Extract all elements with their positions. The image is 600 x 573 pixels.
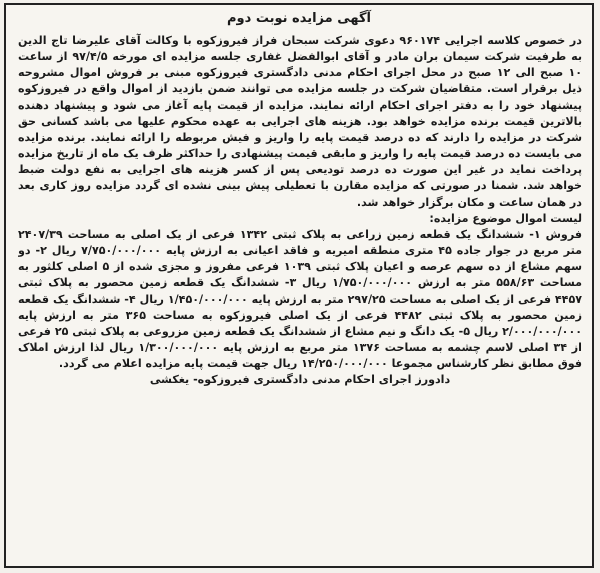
items-list: فروش ۱- ششدانگ یک قطعه زمین زراعی به پلاک ثبتی ۱۳۴۲ فرعی از یک اصلی به مساحت ۲۴۰۷/۳۹ متر مربع در جوار جاده ۴۵ متری منطقه امیریه و فاقد اعیانی به ارزش پایه ۷/۷۵۰/۰۰۰/۰۰۰ ریال ۲- دو سهم مشاع از ده سهم عرصه و اعیان پلاک ثبتی ۱۰۳۹ فرعی مفروز و مجزی شده از ۵ اصلی کلثور به مساحت ۵۵۸/۶۳ متر به ارزش ۱/۷۵۰/۰۰۰/۰۰۰ ریال ۳- ششدانگ یک قطعه زمین محصور به پلاک ثبتی ۴۴۵۷ فرعی از یک اصلی به مساحت ۲۹۷/۲۵ متر به ارزش پایه ۱/۴۵۰/۰۰۰/۰۰۰ ریال ۴- ششدانگ یک قطعه زمین محصور به پلاک ثبتی ۴۴۸۲ فرعی از یک اصلی فیروزکوه به مساحت ۳۶۵ متر به ارزش پایه ۲/۰۰۰/۰۰۰/۰۰۰ ریال ۵- یک دانگ و نیم مشاع از ششدانگ یک قطعه زمین مزروعی به پلاک ثبتی ۲۵ فرعی از ۳۴ اصلی لاسم چشمه به مساحت ۱۳۷۶ متر مربع به ارزش پایه ۱/۳۰۰/۰۰۰/۰۰۰ ریال لذا ارزش املاک فوق مطابق نظر کارشناس مجموعا ۱۴/۲۵۰/۰۰۰/۰۰۰ ریال جهت قیمت پایه مزایده اعلام می گردد.: [18, 227, 582, 371]
notice-frame: [4, 3, 594, 568]
notice-intro: در خصوص کلاسه اجرایی ۹۶۰۱۷۴ دعوی شرکت سبحان فراز فیروزکوه با وکالت آقای علیرضا تاج الدین به طرفیت شرکت سیمان بران مادر و آقای ابوالفضل غفاری جلسه مزایده ای مورخه ۹۷/۴/۵ از ساعت ۱۰ صبح الی ۱۲ صبح در محل اجرای احکام مدنی دادگستری فیروزکوه مبنی بر فروش اموال مشروحه ذیل برقرار است. متقاضیان شرکت در جلسه مزایده می توانند ضمن بازدید از اموال واقع در فیروزکوه پیشنهاد خود را به دفتر اجرای احکام ارائه نمایند. مزایده از قیمت پایه آغاز می شود و پیشنهاد دهنده بالاترین قیمت برنده مزایده خواهد بود. هزینه های اجرایی به عهده محکوم علیها می باشد کسانی حق شرکت در مزایده را دارند که ده درصد قیمت پایه را واریز و فیش مربوطه را ارائه نمایند. برنده مزایده می بایست ده درصد قیمت پایه را واریز و مابقی قیمت پیشنهادی را حداکثر ظرف یک ماه از تاریخ مزایده پرداخت نماید در غیر این صورت ده درصد تودیعی پس از کسر هزینه های اجرایی به نفع دولت ضبط خواهد شد. شمنا در صورتی که مزایده مقارن با تعطیلی پیش بینی نشده ای گردد مزایده روز کاری بعد در همان ساعت و مکان برگزار خواهد شد.: [18, 34, 582, 209]
subject-heading: لیست اموال موضوع مزایده:: [429, 211, 582, 225]
notice-body: [18, 33, 582, 558]
signature: دادورز اجرای احکام مدنی دادگستری فیروزکوه- یغکشی: [149, 373, 451, 387]
notice-title: آگهی مزایده نوبت دوم: [227, 11, 371, 26]
